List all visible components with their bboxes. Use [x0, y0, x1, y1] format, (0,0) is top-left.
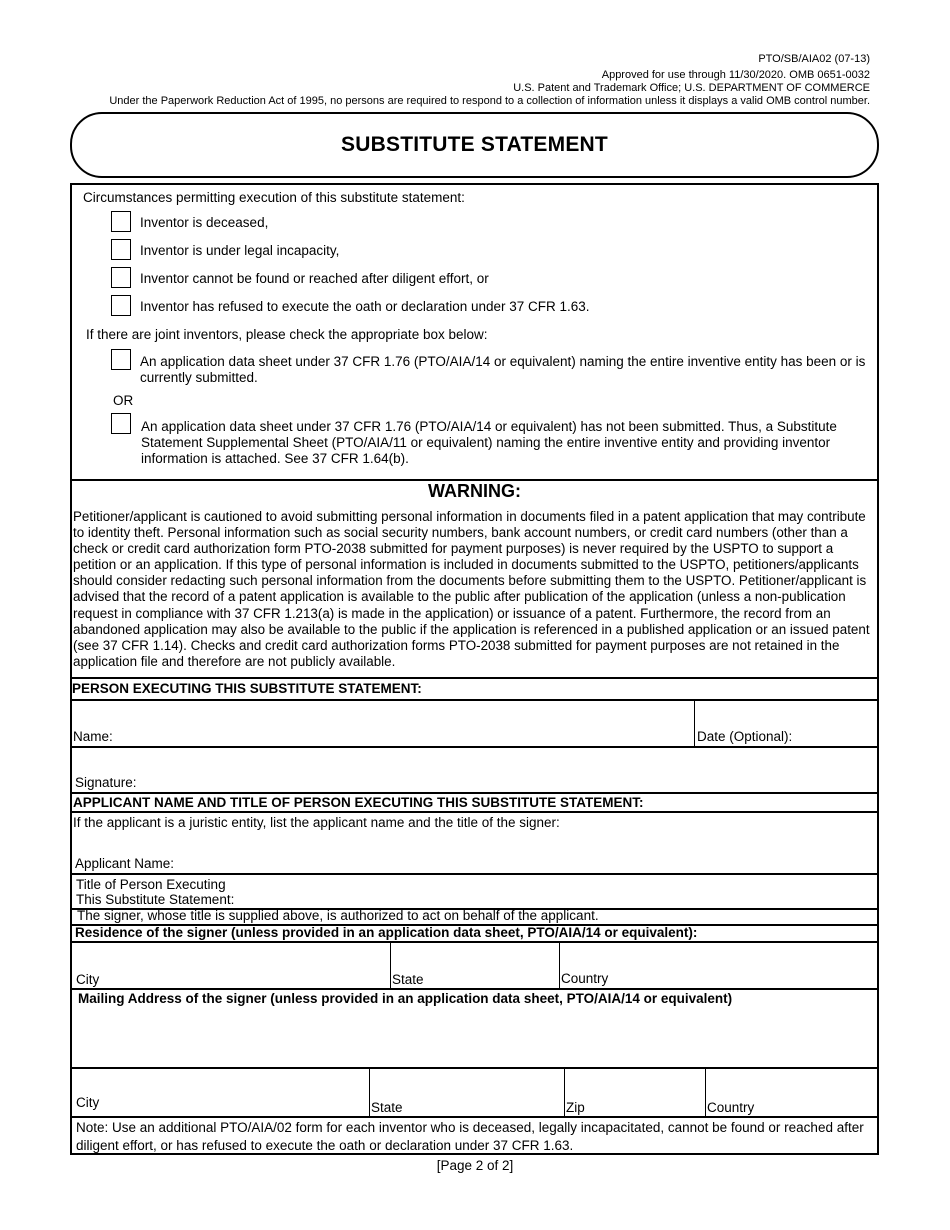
divider: [705, 1068, 706, 1116]
option-label-refused: Inventor has refused to execute the oath or declaration under 37 CFR 1.63.: [140, 299, 590, 314]
joint-inventors-intro: If there are joint inventors, please check the appropriate box below:: [86, 327, 488, 342]
mailing-zip-label: Zip: [566, 1100, 585, 1115]
divider: [70, 1067, 879, 1069]
mailing-country-label: Country: [707, 1100, 755, 1115]
divider: [70, 1116, 879, 1118]
name-label: Name:: [73, 729, 113, 744]
title-label-line2: This Substitute Statement:: [76, 892, 235, 907]
residence-country-label: Country: [561, 971, 609, 986]
option-label-incapacity: Inventor is under legal incapacity,: [140, 243, 340, 258]
form-number: PTO/SB/AIA02 (07-13): [758, 53, 870, 65]
divider: [70, 811, 879, 813]
checkbox-legal-incapacity[interactable]: [111, 239, 131, 260]
divider: [559, 942, 560, 988]
option-label-deceased: Inventor is deceased,: [140, 215, 269, 230]
additional-form-note: Note: Use an additional PTO/AIA/02 form for each inventor who is deceased, legally incapacitated, cannot be found or reached after diligent effort, or has refused to execute the oath or declaration under 37 CFR 1.63.: [76, 1120, 864, 1153]
checkbox-inventor-deceased[interactable]: [111, 211, 131, 232]
checkbox-cannot-be-found[interactable]: [111, 267, 131, 288]
divider: [564, 1068, 565, 1116]
residence-city-label: City: [76, 972, 100, 987]
checkbox-refused[interactable]: [111, 295, 131, 316]
divider: [70, 873, 879, 875]
divider: [70, 699, 879, 701]
divider: [390, 942, 391, 988]
warning-title: WARNING:: [428, 481, 521, 501]
divider: [694, 700, 695, 747]
divider: [70, 792, 879, 794]
option-label-cannot-be-found: Inventor cannot be found or reached after diligent effort, or: [140, 271, 489, 286]
office-name: U.S. Patent and Trademark Office; U.S. DEPARTMENT OF COMMERCE: [513, 82, 870, 94]
applicant-name-label: Applicant Name:: [75, 856, 175, 871]
title-box: [70, 112, 879, 178]
paperwork-notice: Under the Paperwork Reduction Act of 1995, no persons are required to respond to a collection of information unless it displays a valid OMB control number.: [109, 95, 870, 107]
divider: [70, 677, 879, 679]
or-label: OR: [113, 393, 134, 408]
circumstances-intro: Circumstances permitting execution of this substitute statement:: [83, 190, 465, 205]
mailing-city-label: City: [76, 1095, 100, 1110]
option-label-ads-not-submitted: An application data sheet under 37 CFR 1.76 (PTO/AIA/14 or equivalent) has not been submitted. Thus, a Substitute Statement Supplemental Sheet (PTO/AIA/11 or equivalent) naming the entire inventive entity and providing inventor information is attached. See 37 CFR 1.64(b).: [141, 419, 837, 466]
signature-label: Signature:: [75, 775, 137, 790]
divider: [70, 746, 879, 748]
divider: [70, 988, 879, 990]
date-label: Date (Optional):: [697, 729, 793, 744]
checkbox-ads-submitted[interactable]: [111, 349, 131, 370]
option-label-ads-submitted: An application data sheet under 37 CFR 1.76 (PTO/AIA/14 or equivalent) naming the entire inventive entity has been or is currently submitted.: [140, 354, 866, 385]
warning-text: Petitioner/applicant is cautioned to avoid submitting personal information in documents filed in a patent application that may contribute to identity theft. Personal information such as social security numbers, bank account numbers, or credit card numbers (other than a check or credit card authorization form PTO-2038 submitted for payment purposes) is never required by the USPTO to support a petition or an application. If this type of personal information is included in documents submitted to the USPTO, petitioners/applicants should consider redacting such personal information from the documents before submitting them to the USPTO. Petitioner/applicant is advised that the record of a patent application is available to the public after publication of the application (unless a non-publication request in compliance with 37 CFR 1.213(a) is made in the application) or issuance of a patent. Furthermore, the record from an abandoned application may also be available to the public if the application is referenced in a published application or an issued patent (see 37 CFR 1.14). Checks and credit card authorization forms PTO-2038 submitted for payment purposes are not retained in the application file and therefore are not publicly available.: [73, 509, 870, 669]
residence-heading: Residence of the signer (unless provided in an application data sheet, PTO/AIA/14 or equivalent):: [75, 925, 698, 940]
checkbox-ads-not-submitted[interactable]: [111, 413, 131, 434]
applicant-heading: APPLICANT NAME AND TITLE OF PERSON EXECUTING THIS SUBSTITUTE STATEMENT:: [73, 795, 644, 810]
divider: [369, 1068, 370, 1116]
title-label-line1: Title of Person Executing: [76, 877, 226, 892]
authorized-note: The signer, whose title is supplied above, is authorized to act on behalf of the applicant.: [77, 908, 599, 923]
omb-approval: Approved for use through 11/30/2020. OMB 0651-0032: [601, 69, 870, 81]
divider: [70, 941, 879, 943]
juristic-note: If the applicant is a juristic entity, list the applicant name and the title of the signer:: [73, 815, 560, 830]
page-number: [Page 2 of 2]: [436, 1158, 514, 1173]
residence-state-label: State: [392, 972, 424, 987]
mailing-heading: Mailing Address of the signer (unless provided in an application data sheet, PTO/AIA/14 or equivalent): [78, 991, 733, 1006]
person-executing-heading: PERSON EXECUTING THIS SUBSTITUTE STATEMENT:: [72, 681, 422, 696]
page-title: SUBSTITUTE STATEMENT: [341, 133, 608, 156]
mailing-state-label: State: [371, 1100, 403, 1115]
